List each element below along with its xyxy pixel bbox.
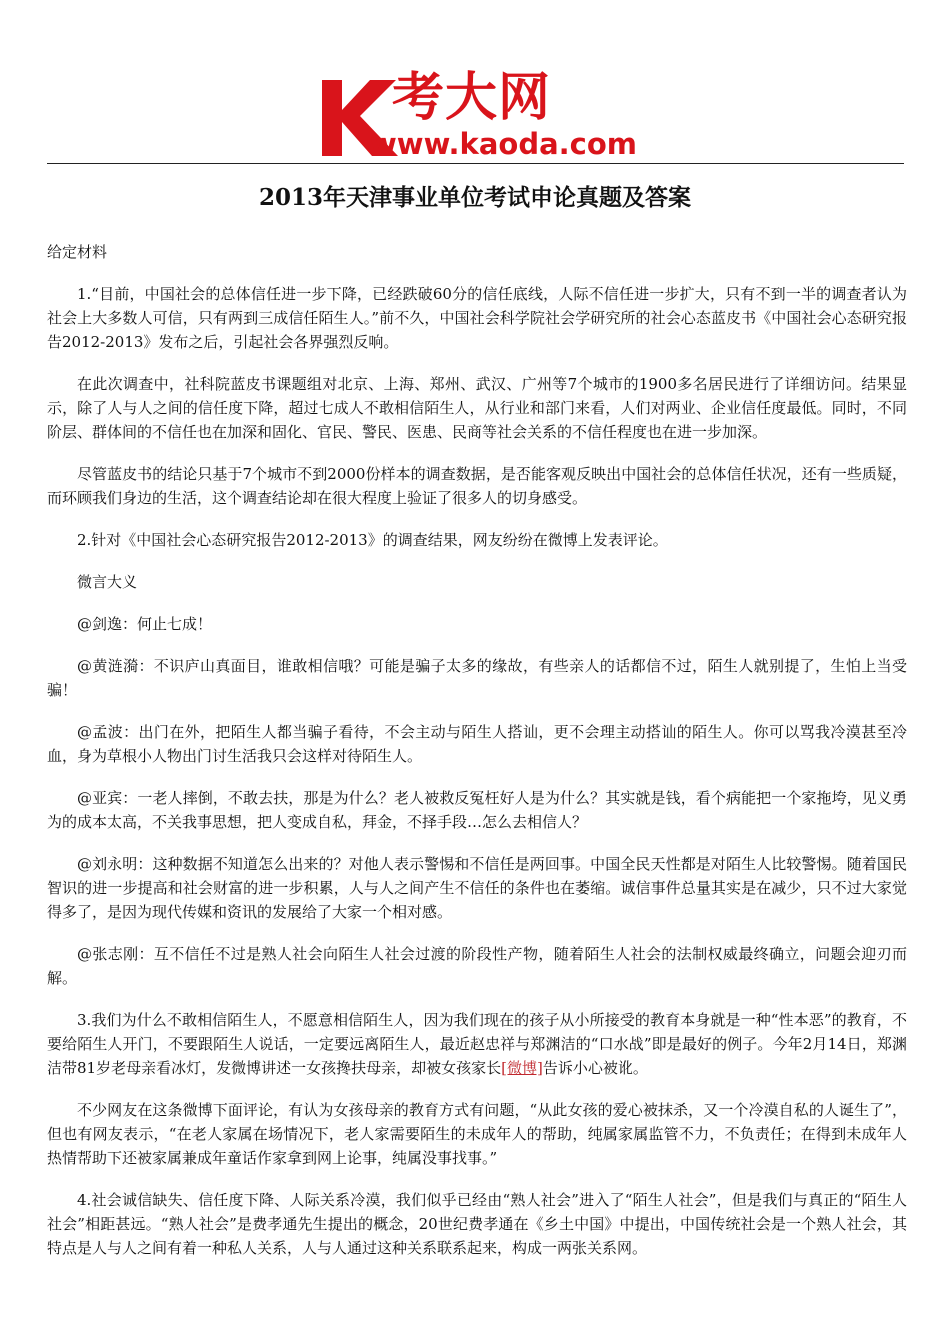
comment-liuyongming: @刘永明：这种数据不知道怎么出来的？对他人表示警惕和不信任是两回事。中国全民天性都是对陌生人比较警惕。随着国民智识的进一步提高和社会财富的进一步积累，人与人之间产生不信任的条件也在萎缩。诚信事件总量其实是在减少，只不过大家觉得多了，是因为现代传媒和资讯的发展给了大家一个相对感。 [47,855,907,921]
section-label: 给定材料 [47,243,108,261]
paragraph-section-3 [47,1008,907,1080]
logo-url: www.kaoda.com [370,127,637,161]
paragraph-section-3-tail: 告诉小心被讹。 [542,1059,648,1077]
paragraph-3: 尽管蓝皮书的结论只基于7个城市不到2000份样本的调查数据，是否能客观反映出中国社会的总体信任状况，还有一些质疑，而环顾我们身边的生活，这个调查结论却在很大程度上验证了很多人的切身感受。 [47,465,907,507]
weibo-link[interactable]: [微博] [501,1059,543,1077]
comment-jianyi: @剑逸：何止七成！ [77,615,213,633]
header-divider [47,163,904,164]
kaoda-logo [318,62,648,162]
comment-mengbo: @孟波：出门在外，把陌生人都当骗子看待，不会主动与陌生人搭讪，更不会理主动搭讪的陌生人。你可以骂我冷漠甚至冷血，身为草根小人物出门讨生活我只会这样对待陌生人。 [47,723,907,765]
paragraph-section-4: 4.社会诚信缺失、信任度下降、人际关系冷漠，我们似乎已经由“熟人社会”进入了“陌生人社会”，但是我们与真正的“陌生人社会”相距甚远。“熟人社会”是费孝通先生提出的概念，20世纪费孝通在《乡土中国》中提出，中国传统社会是一个熟人社会，其特点是人与人之间有着一种私人关系，人与人通过这种关系联系起来，构成一两张关系网。 [47,1191,907,1257]
paragraph-section-3-text: 3.我们为什么不敢相信陌生人，不愿意相信陌生人，因为我们现在的孩子从小所接受的教育本身就是一种“性本恶”的教育，不要给陌生人开门，不要跟陌生人说话，一定要远离陌生人，最近赵忠祥与郑渊洁的“口水战”即是最好的例子。今年2月14日，郑渊洁带81岁老母亲看冰灯，发微博讲述一女孩搀扶母亲，却被女孩家长 [47,1011,907,1077]
paragraph-2: 在此次调查中，社科院蓝皮书课题组对北京、上海、郑州、武汉、广州等7个城市的1900多名居民进行了详细访问。结果显示，除了人与人之间的信任度下降，超过七成人不敢相信陌生人，从行业和部门来看，人们对两业、企业信任度最低。同时，不同阶层、群体间的不信任也在加深和固化、官民、警民、医患、民商等社会关系的不信任程度也在进一步加深。 [47,375,907,441]
paragraph-4: 2.针对《中国社会心态研究报告2012-2013》的调查结果，网友纷纷在微博上发表评论。 [77,531,668,549]
page-title: 2013年天津事业单位考试申论真题及答案 [258,184,691,211]
logo-brand-name: 考大网 [392,68,552,128]
comment-yabin: @亚宾：一老人摔倒，不敢去扶，那是为什么？老人被救反冤枉好人是为什么？其实就是钱，看个病能把一个家拖垮，见义勇为的成本太高，不关我事思想，把人变成自私，拜金，不择手段…怎么去相信人？ [47,789,907,831]
paragraph-netizen-comments: 不少网友在这条微博下面评论，有认为女孩母亲的教育方式有问题，“从此女孩的爱心被抹杀，又一个冷漠自私的人诞生了”，但也有网友表示，“在老人家属在场情况下，老人家需要陌生的未成年人的帮助，纯属家属监管不力，不负责任；在得到未成年人热情帮助下还被家属兼成年童话作家拿到网上论事，纯属没事找事。” [47,1101,907,1167]
document-body [47,240,907,1278]
subheading-weiyan: 微言大义 [77,573,138,591]
comment-zhangzhigang: @张志刚：互不信任不过是熟人社会向陌生人社会过渡的阶段性产物，随着陌生人社会的法制权威最终确立，问题会迎刃而解。 [47,945,907,987]
paragraph-1: 1.“目前，中国社会的总体信任进一步下降，已经跌破60分的信任底线，人际不信任进一步扩大，只有不到一半的调查者认为社会上大多数人可信，只有两到三成信任陌生人。”前不久，中国社会科学院社会学研究所的社会心态蓝皮书《中国社会心态研究报告2012-2013》发布之后，引起社会各界强烈反响。 [47,285,907,351]
comment-huanglianyi: @黄涟漪：不识庐山真面目，谁敢相信哦？可能是骗子太多的缘故，有些亲人的话都信不过，陌生人就别提了，生怕上当受骗！ [47,657,907,699]
